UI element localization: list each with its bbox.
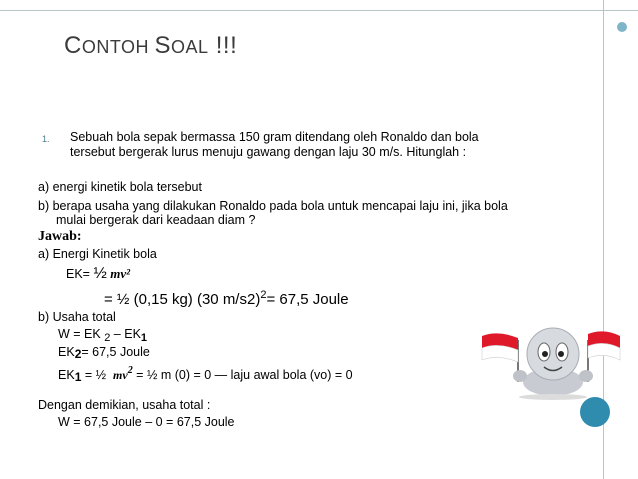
- accent-circle-large: [580, 397, 610, 427]
- part-b-line-2: mulai bergerak dari keadaan diam ?: [56, 213, 256, 227]
- ek-calc-post: = 67,5 Joule: [266, 291, 349, 308]
- ek1-post: = ½ m (0) = 0 — laju awal bola (vo) = 0: [136, 368, 353, 382]
- part-b-line-1: b) berapa usaha yang dilakukan Ronaldo pada bola untuk mencapai laju ini, jika bola: [38, 199, 508, 213]
- ek-label: EK=: [66, 267, 90, 281]
- mv2-term: mv²: [110, 266, 131, 281]
- left-flag-icon: [482, 333, 518, 382]
- half-symbol: ½: [93, 265, 107, 282]
- mascot-flags-illustration: [478, 322, 624, 400]
- w-formula-sub-2: 2: [104, 332, 111, 344]
- ek1-sub: 1: [74, 370, 82, 384]
- ek2-sub: 2: [74, 347, 82, 361]
- solution-a-heading: a) Energi Kinetik bola: [38, 247, 157, 261]
- title-exclaim: !!!: [208, 32, 238, 59]
- title-initial-c: C: [64, 32, 82, 59]
- w-formula-sub-1: 1: [140, 332, 148, 344]
- top-frame-line: [0, 10, 638, 11]
- ek-formula: [66, 266, 130, 282]
- right-flag-icon: [588, 331, 620, 382]
- conclusion-text: Dengan demikian, usaha total :: [38, 398, 211, 412]
- title-part-oal: OAL: [171, 37, 209, 57]
- ek-calc-exponent: 2: [260, 289, 267, 301]
- w-formula-pre: W = EK: [58, 327, 101, 341]
- ek-calculation: [104, 286, 349, 309]
- slide-title: [64, 32, 237, 60]
- ek2-line: [58, 345, 150, 362]
- part-a-text: a) energi kinetik bola tersebut: [38, 180, 202, 194]
- ek2-label: EK: [58, 345, 75, 359]
- accent-circle-small: [617, 22, 627, 32]
- ek1-label: EK: [58, 368, 75, 382]
- solution-b-heading: b) Usaha total: [38, 310, 116, 324]
- title-initial-s: S: [154, 32, 172, 59]
- ek1-exponent: 2: [127, 365, 133, 376]
- ek1-mv: mv: [113, 368, 128, 382]
- ek1-line: [58, 363, 353, 385]
- mascot-head-icon: [527, 328, 579, 380]
- answer-label: Jawab:: [38, 229, 82, 244]
- ek2-value: = 67,5 Joule: [81, 345, 150, 359]
- ek1-pre: = ½: [84, 368, 107, 382]
- item-number: 1.: [42, 134, 50, 144]
- w-formula-mid: – EK: [110, 327, 141, 341]
- final-result: W = 67,5 Joule – 0 = 67,5 Joule: [58, 415, 235, 429]
- ek-calc-pre: = ½ (0,15 kg) (30 m/s2): [104, 291, 261, 308]
- question-line-1: Sebuah bola sepak bermassa 150 gram ditendang oleh Ronaldo dan bola: [70, 130, 479, 144]
- question-line-2: tersebut bergerak lurus menuju gawang dengan laju 30 m/s. Hitunglah :: [70, 145, 467, 159]
- work-formula: [58, 327, 147, 346]
- title-part-ontoh: ONTOH: [81, 37, 155, 57]
